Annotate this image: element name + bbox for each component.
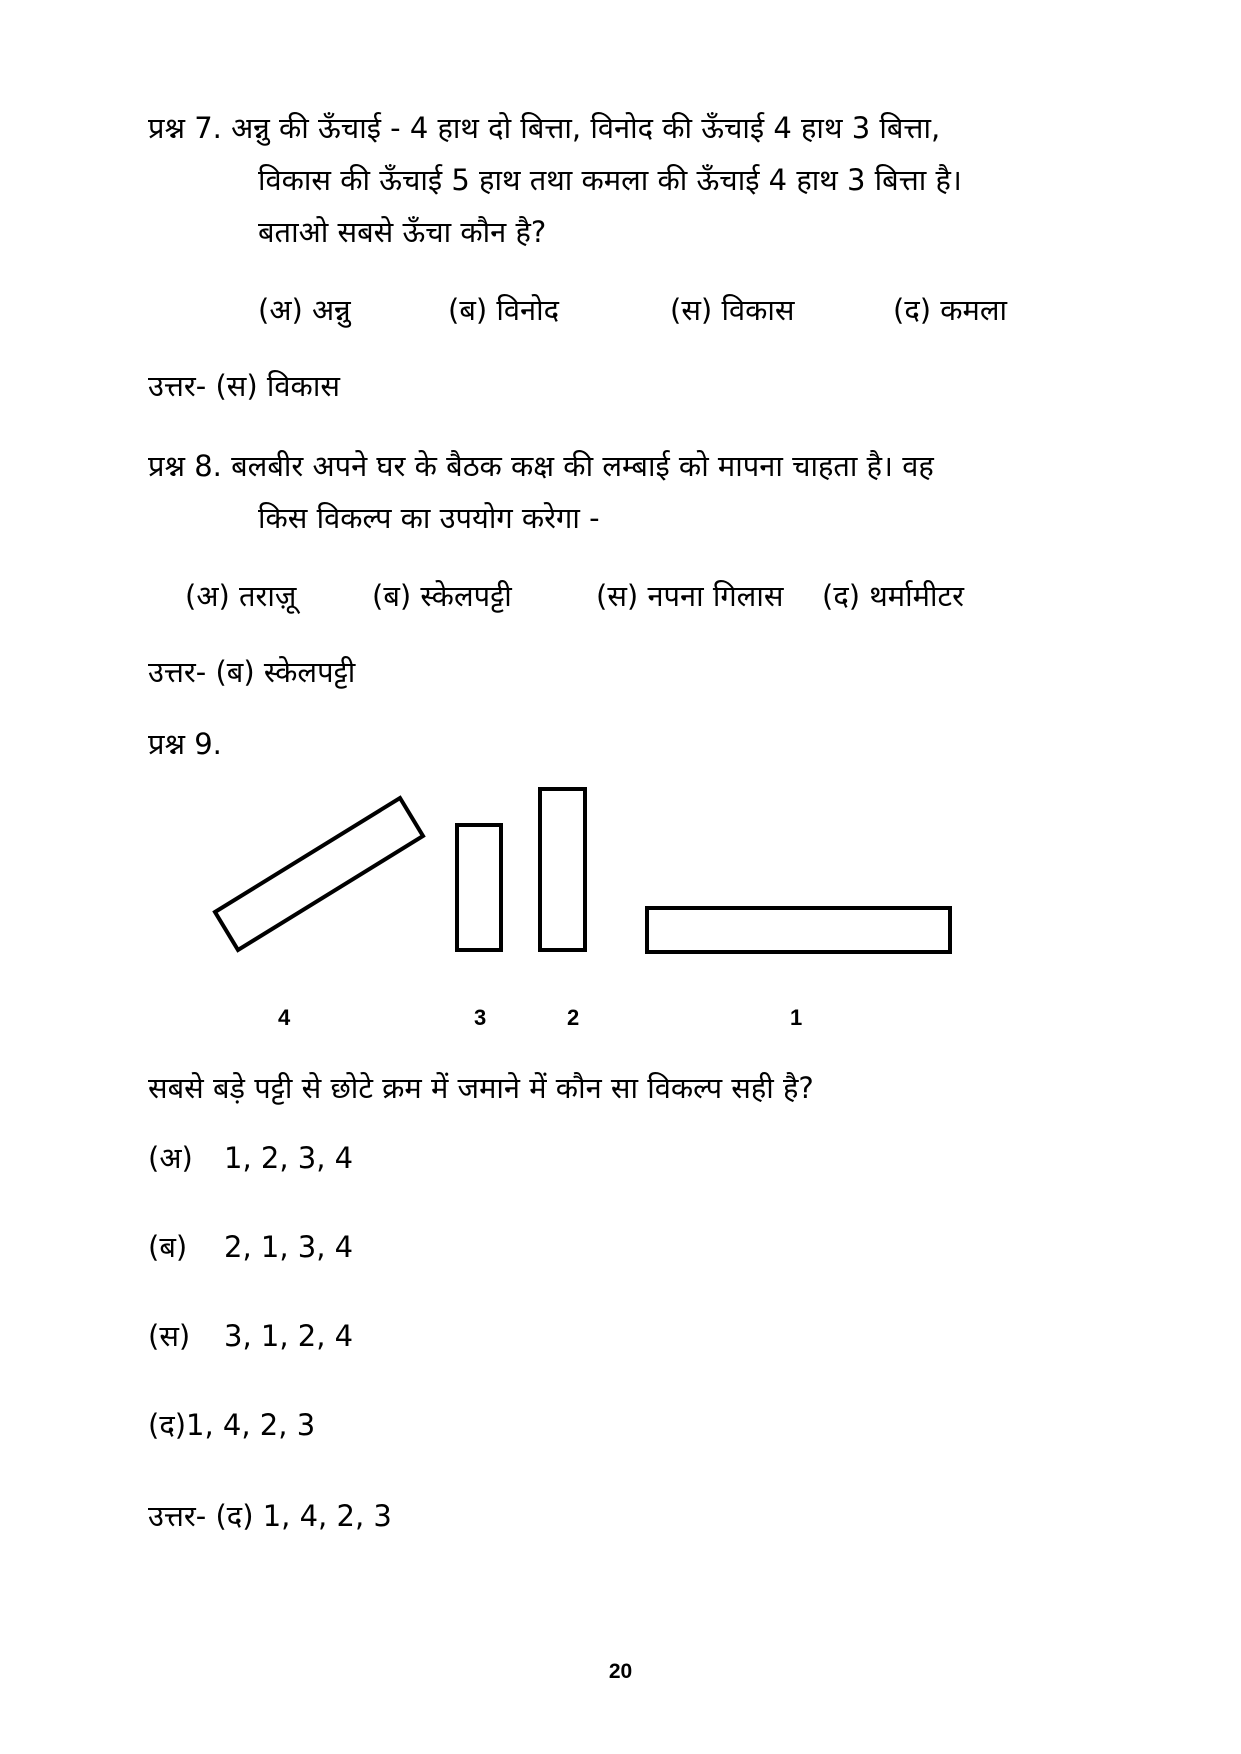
q8-option-a: (अ) तराज़ू [185, 579, 297, 613]
q8-line-2: किस विकल्प का उपयोग करेगा - [258, 501, 600, 535]
q8-option-c: (स) नपना गिलास [596, 579, 784, 613]
q8-line-1: प्रश्न 8. बलबीर अपने घर के बैठक कक्ष की लम्बाई को मापना चाहता है। वह [148, 449, 934, 483]
strip-1 [647, 908, 950, 952]
q9-question: सबसे बड़े पट्टी से छोटे क्रम में जमाने में कौन सा विकल्प सही है? [148, 1071, 814, 1105]
q9-option-b-value: 2, 1, 3, 4 [224, 1230, 354, 1264]
q7-line-3: बताओ सबसे ऊँचा कौन है? [258, 215, 547, 249]
q7-option-a: (अ) अन्नु [258, 293, 351, 327]
q7-option-d: (द) कमला [893, 293, 1008, 327]
q9-option-c-value: 3, 1, 2, 4 [224, 1319, 354, 1353]
page-number: 20 [608, 1660, 633, 1683]
strip-label-3: 3 [474, 1005, 487, 1030]
q7-option-c: (स) विकास [670, 293, 795, 327]
q9-option-b-key: (ब) [148, 1230, 188, 1264]
q8-answer: उत्तर- (ब) स्केलपट्टी [148, 655, 356, 689]
q9-option-c-key: (स) [148, 1319, 191, 1353]
q9-option-a-value: 1, 2, 3, 4 [224, 1141, 354, 1175]
q9-option-d: (द)1, 4, 2, 3 [148, 1408, 316, 1442]
q7-line-2: विकास की ऊँचाई 5 हाथ तथा कमला की ऊँचाई 4 हाथ 3 बित्ता है। [258, 163, 962, 197]
q9-heading: प्रश्न 9. [148, 727, 222, 761]
q7-answer: उत्तर- (स) विकास [148, 369, 340, 403]
strip-4 [215, 798, 423, 950]
strip-label-4: 4 [278, 1005, 291, 1030]
q7-line-1: प्रश्न 7. अन्नु की ऊँचाई - 4 हाथ दो बित्ता, विनोद की ऊँचाई 4 हाथ 3 बित्ता, [148, 111, 941, 145]
q9-answer: उत्तर- (द) 1, 4, 2, 3 [148, 1499, 392, 1533]
strip-label-2: 2 [567, 1005, 580, 1030]
q9-option-a-key: (अ) [148, 1141, 193, 1175]
q8-option-b: (ब) स्केलपट्टी [372, 579, 512, 613]
strip-label-1: 1 [790, 1005, 803, 1030]
strip-3 [457, 825, 501, 950]
q7-option-b: (ब) विनोद [448, 293, 560, 327]
strip-2 [540, 789, 585, 950]
q8-option-d: (द) थर्मामीटर [822, 579, 964, 613]
